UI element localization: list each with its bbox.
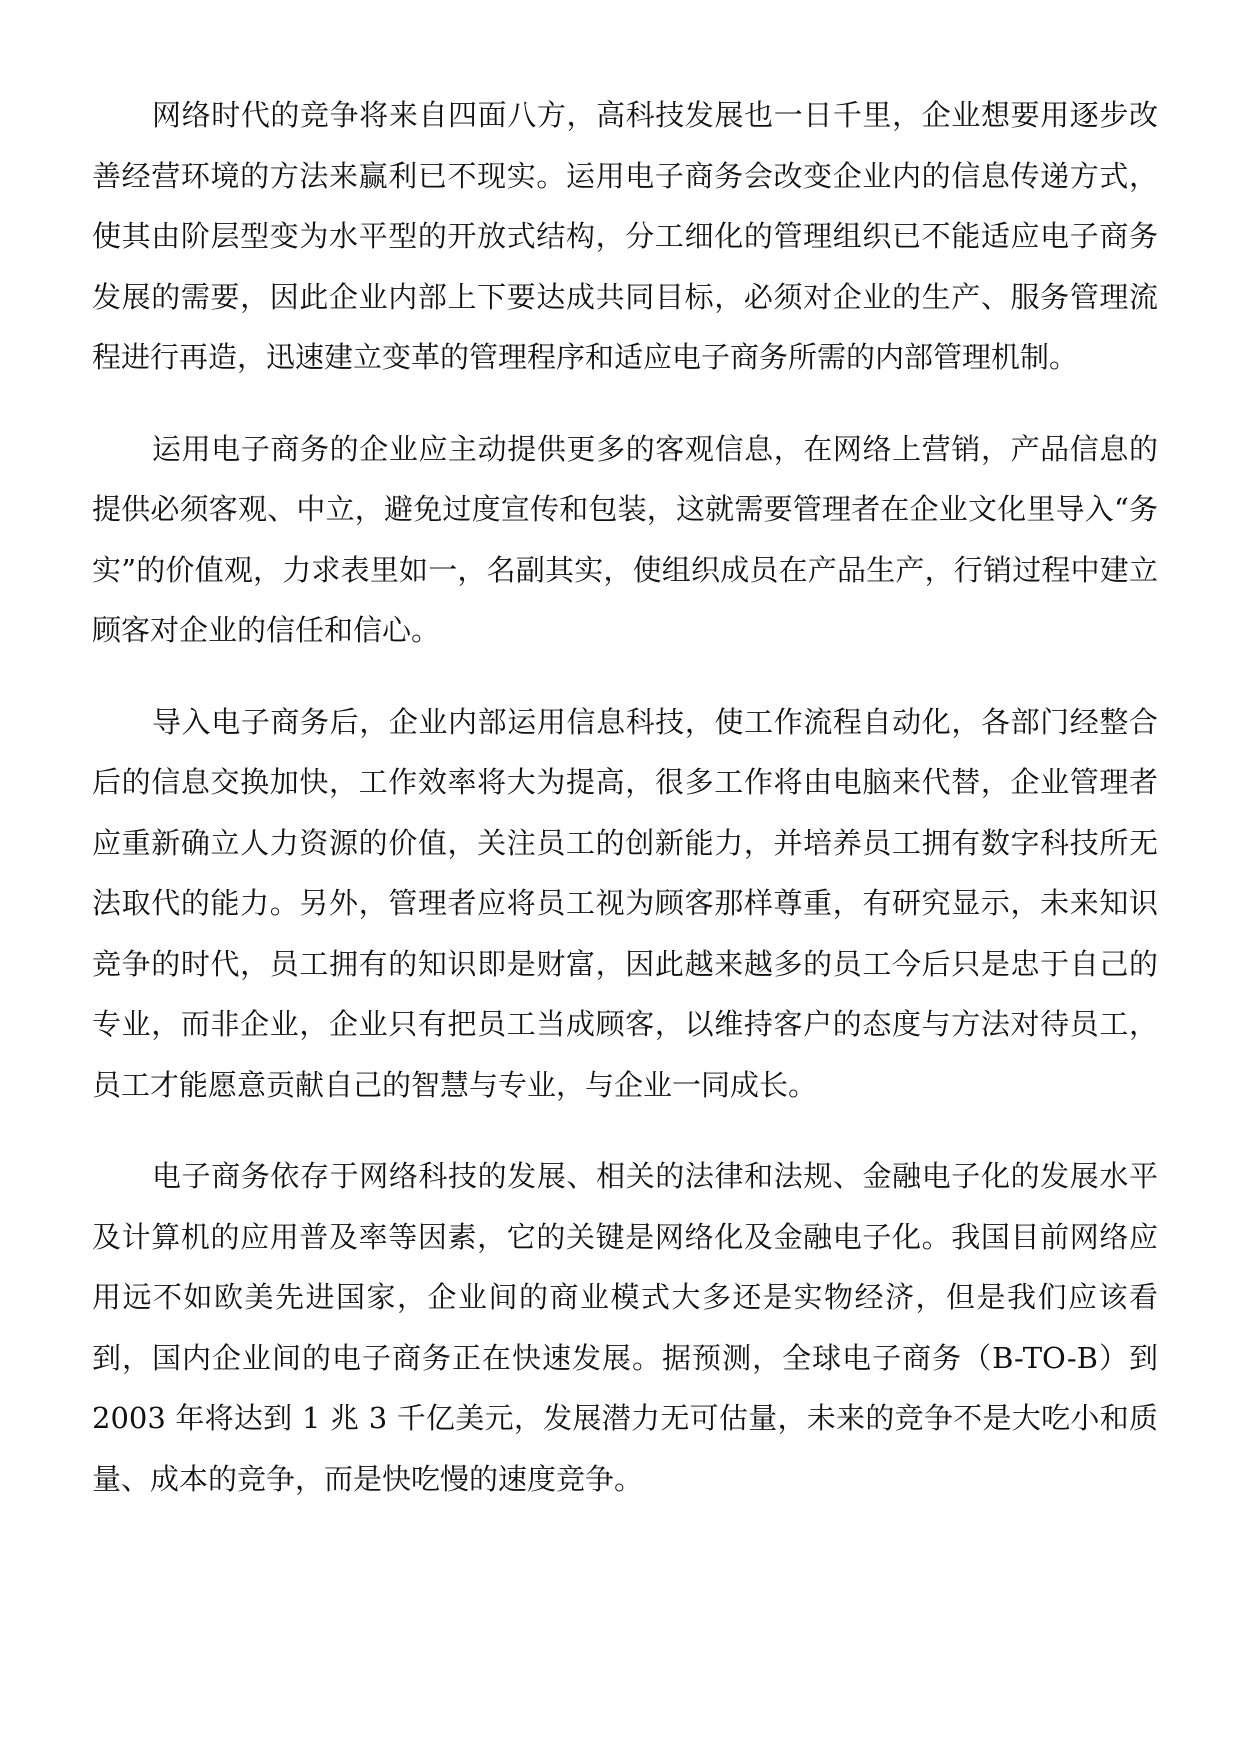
document-body	[92, 85, 1158, 1540]
paragraph-1: 网络时代的竞争将来自四面八方，高科技发展也一日千里，企业想要用逐步改善经营环境的方法来赢利已不现实。运用电子商务会改变企业内的信息传递方式，使其由阶层型变为水平型的开放式结构，分工细化的管理组织已不能适应电子商务发展的需要，因此企业内部上下要达成共同目标，必须对企业的生产、服务管理流程进行再造，迅速建立变革的管理程序和适应电子商务所需的内部管理机制。	[92, 98, 1158, 374]
paragraph-4: 电子商务依存于网络科技的发展、相关的法律和法规、金融电子化的发展水平及计算机的应用普及率等因素，它的关键是网络化及金融电子化。我国目前网络应用远不如欧美先进国家，企业间的商业模式大多还是实物经济，但是我们应该看到，国内企业间的电子商务正在快速发展。据预测，全球电子商务（B-TO-B）到 2003 年将达到 1 兆 3 千亿美元，发展潜力无可估量，未来的竞争不是大吃小和质量、成本的竞争，而是快吃慢的速度竞争。	[92, 1159, 1158, 1496]
paragraph-2: 运用电子商务的企业应主动提供更多的客观信息，在网络上营销，产品信息的提供必须客观、中立，避免过度宣传和包装，这就需要管理者在企业文化里导入“务实”的价值观，力求表里如一，名副其实，使组织成员在产品生产，行销过程中建立顾客对企业的信任和信心。	[92, 431, 1158, 647]
paragraph-3: 导入电子商务后，企业内部运用信息科技，使工作流程自动化，各部门经整合后的信息交换加快，工作效率将大为提高，很多工作将由电脑来代替，企业管理者应重新确立人力资源的价值，关注员工的创新能力，并培养员工拥有数字科技所无法取代的能力。另外，管理者应将员工视为顾客那样尊重，有研究显示，未来知识竞争的时代，员工拥有的知识即是财富，因此越来越多的员工今后只是忠于自己的专业，而非企业，企业只有把员工当成顾客，以维持客户的态度与方法对待员工，员工才能愿意贡献自己的智慧与专业，与企业一同成长。	[92, 704, 1158, 1102]
